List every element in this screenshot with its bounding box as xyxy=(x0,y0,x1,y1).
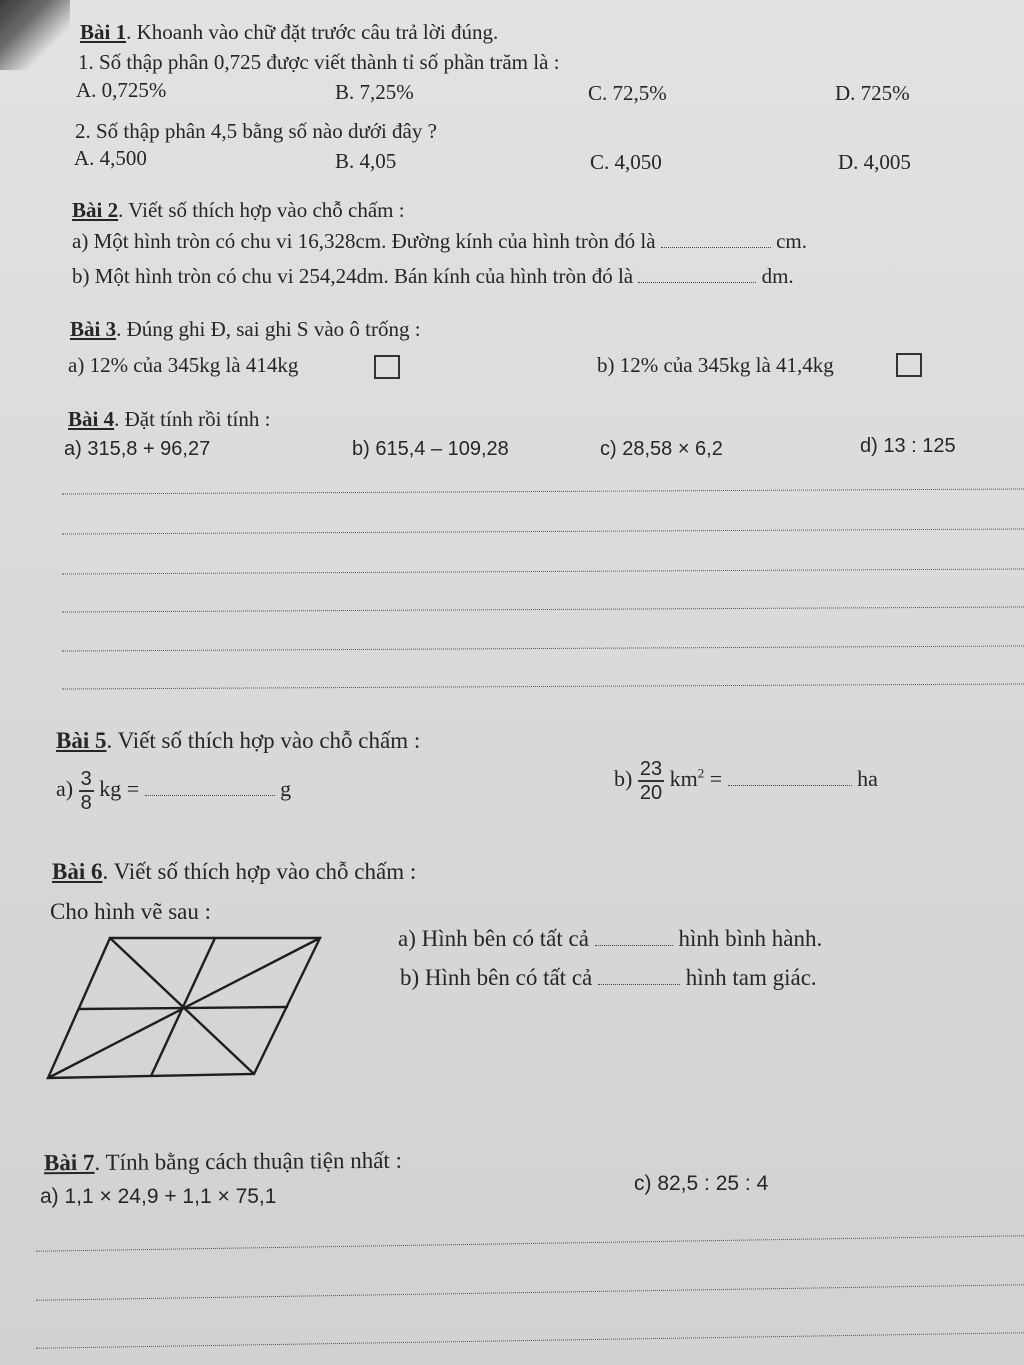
exercise-3-heading xyxy=(70,319,421,340)
exercise-1-heading xyxy=(80,22,498,43)
exercise-4-heading xyxy=(68,409,270,430)
exercise-6a-text: a) Hình bên có tất cả xyxy=(398,926,589,951)
exercise-3-instruction: . Đúng ghi Đ, sai ghi S vào ô trống : xyxy=(116,317,421,341)
exercise-5b-fraction xyxy=(638,758,664,804)
exercise-4a: a) 315,8 + 96,27 xyxy=(64,438,211,460)
exercise-1-instruction: . Khoanh vào chữ đặt trước câu trả lời đúng. xyxy=(126,20,499,44)
figure-diagonal-1 xyxy=(110,938,254,1074)
answer-line[interactable] xyxy=(62,488,1024,494)
answer-line[interactable] xyxy=(62,683,1024,689)
exercise-5b xyxy=(614,758,878,804)
exercise-5-instruction: . Viết số thích hợp vào chỗ chấm : xyxy=(106,728,421,753)
exercise-5a-fraction xyxy=(79,768,94,814)
question-1-2: 2. Số thập phân 4,5 bằng số nào dưới đây ? xyxy=(75,119,437,143)
photo-shadow xyxy=(0,0,70,70)
answer-line[interactable] xyxy=(36,1235,1024,1252)
q1-option-c[interactable]: C. 72,5% xyxy=(588,81,667,105)
answer-line[interactable] xyxy=(62,528,1024,534)
exercise-3a-checkbox[interactable] xyxy=(374,355,400,379)
exercise-6-intro: Cho hình vẽ sau : xyxy=(50,899,211,924)
exercise-2a xyxy=(72,231,807,252)
exercise-2a-text: a) Một hình tròn có chu vi 16,328cm. Đường kính của hình tròn đó là xyxy=(72,229,656,253)
question-1-1: 1. Số thập phân 0,725 được viết thành tỉ số phần trăm là : xyxy=(78,50,560,74)
exercise-2b-text: b) Một hình tròn có chu vi 254,24dm. Bán kính của hình tròn đó là xyxy=(72,264,634,288)
exercise-4-title: Bài 4 xyxy=(68,407,115,431)
exercise-5b-unit: km xyxy=(669,766,698,792)
exercise-6b xyxy=(400,966,817,989)
answer-line[interactable] xyxy=(36,1284,1024,1301)
parallelogram-figure xyxy=(44,932,334,1082)
exercise-7c: c) 82,5 : 25 : 4 xyxy=(634,1172,769,1195)
q2-option-a[interactable]: A. 4,500 xyxy=(74,146,147,170)
exercise-6-instruction: . Viết số thích hợp vào chỗ chấm : xyxy=(102,859,417,884)
exercise-5a-result-unit: g xyxy=(280,776,292,802)
exercise-5b-equals: = xyxy=(709,766,723,792)
exercise-3b-text: b) 12% của 345kg là 41,4kg xyxy=(597,353,834,377)
exercise-5b-unit-exponent: 2 xyxy=(697,765,705,781)
exercise-5a xyxy=(56,768,291,814)
fraction-numerator: 3 xyxy=(80,768,92,790)
exercise-6-title: Bài 6 xyxy=(52,859,103,884)
exercise-2a-answer-blank[interactable] xyxy=(661,246,771,248)
exercise-3-title: Bài 3 xyxy=(70,317,117,341)
exercise-4-instruction: . Đặt tính rồi tính : xyxy=(114,407,271,431)
exercise-6b-suffix: hình tam giác. xyxy=(685,965,817,990)
exercise-2b xyxy=(72,266,794,287)
fraction-numerator: 23 xyxy=(639,758,663,780)
exercise-4c: c) 28,58 × 6,2 xyxy=(600,438,723,460)
exercise-6a-answer-blank[interactable] xyxy=(595,944,673,946)
q1-option-b[interactable]: B. 7,25% xyxy=(335,80,414,104)
exercise-6a-suffix: hình bình hành. xyxy=(678,926,823,951)
exercise-5a-unit: kg = xyxy=(99,776,140,802)
q1-option-a[interactable]: A. 0,725% xyxy=(76,78,167,102)
answer-line[interactable] xyxy=(62,606,1024,612)
exercise-3b-checkbox[interactable] xyxy=(896,353,922,377)
exercise-5b-answer-blank[interactable] xyxy=(728,784,852,786)
exercise-7-heading xyxy=(44,1149,402,1174)
exercise-5-heading xyxy=(56,729,420,752)
exercise-5b-result-unit: ha xyxy=(857,766,878,792)
fraction-denominator: 20 xyxy=(639,782,663,804)
q1-option-d[interactable]: D. 725% xyxy=(835,81,910,105)
exercise-2b-unit: dm. xyxy=(761,264,794,288)
exercise-7-instruction: . Tính bằng cách thuận tiện nhất : xyxy=(94,1147,403,1175)
exercise-2a-unit: cm. xyxy=(776,229,807,253)
exercise-5a-answer-blank[interactable] xyxy=(145,794,275,796)
exercise-7a: a) 1,1 × 24,9 + 1,1 × 75,1 xyxy=(40,1185,277,1208)
q2-option-d[interactable]: D. 4,005 xyxy=(838,150,911,174)
answer-line[interactable] xyxy=(62,568,1024,574)
fraction-denominator: 8 xyxy=(80,792,92,814)
exercise-2b-answer-blank[interactable] xyxy=(638,281,756,283)
q2-option-b[interactable]: B. 4,05 xyxy=(335,149,397,173)
exercise-6a xyxy=(398,927,822,950)
exercise-2-heading xyxy=(72,200,405,221)
exercise-1-title: Bài 1 xyxy=(80,20,127,44)
answer-line[interactable] xyxy=(62,645,1024,651)
exercise-4d: d) 13 : 125 xyxy=(860,435,956,457)
q2-option-c[interactable]: C. 4,050 xyxy=(590,150,662,174)
exercise-2-instruction: . Viết số thích hợp vào chỗ chấm : xyxy=(118,198,405,222)
exercise-5b-label: b) xyxy=(614,766,633,792)
exercise-5-title: Bài 5 xyxy=(56,728,107,753)
exercise-6b-answer-blank[interactable] xyxy=(598,983,680,985)
exercise-6-heading xyxy=(52,860,416,883)
exercise-6b-text: b) Hình bên có tất cả xyxy=(400,965,593,990)
exercise-7-title: Bài 7 xyxy=(43,1149,95,1176)
exercise-4b: b) 615,4 – 109,28 xyxy=(352,438,509,460)
exercise-3a-text: a) 12% của 345kg là 414kg xyxy=(68,353,299,377)
answer-line[interactable] xyxy=(36,1332,1024,1349)
exercise-5a-label: a) xyxy=(56,776,74,802)
exercise-2-title: Bài 2 xyxy=(72,198,119,222)
